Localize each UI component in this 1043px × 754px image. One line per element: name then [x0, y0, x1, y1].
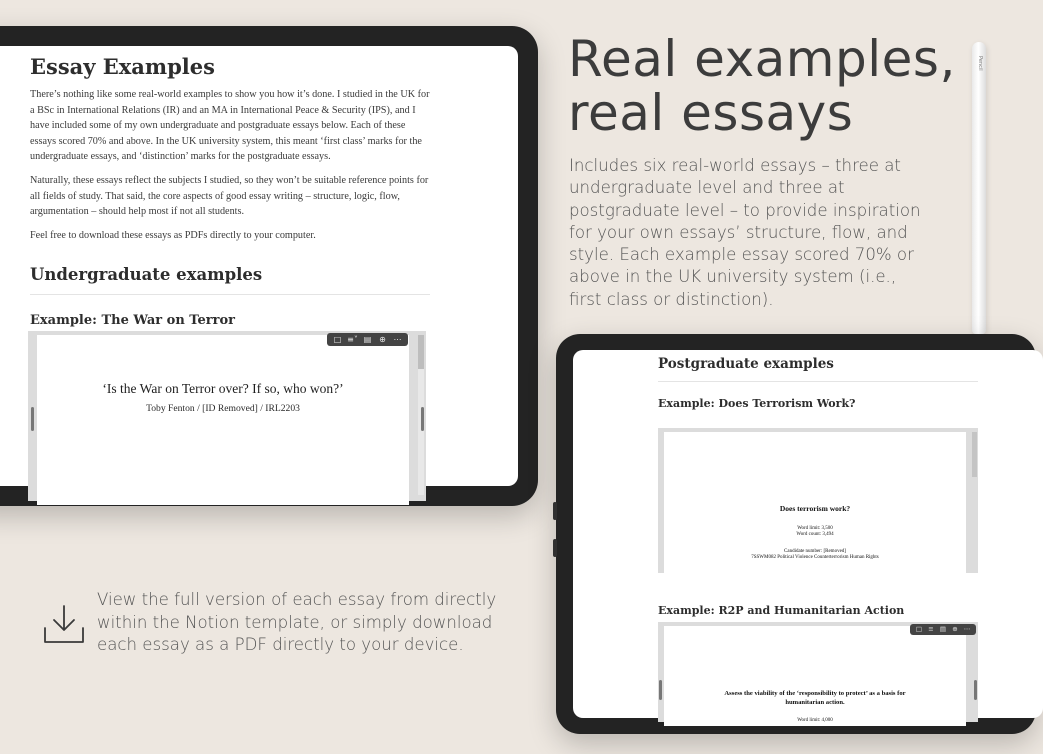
essay-subtitle: Toby Fenton / [ID Removed] / IRL2203: [146, 403, 300, 414]
word-count: Word count: 3,494: [796, 532, 834, 537]
comment-icon[interactable]: □: [333, 335, 342, 344]
headline: [568, 32, 988, 140]
tablet-bottom-right: [556, 334, 1036, 734]
pdf-viewer-r2p[interactable]: [658, 622, 978, 722]
pdf-page: [664, 432, 966, 573]
intro-paragraph: There’s nothing like some real-world examples to show you how it’s done. I studied in the UK for a BSc in International Relations (IR) and an MA in International Peace & Security (IPS), and I have included some of my own undergraduate and postgraduate essays below. Each of these essays scored 70% and above. In the UK university system, this meant ‘first class’ marks for the undergraduate essays, and ‘distinction’ marks for the postgraduate essays.: [30, 89, 430, 163]
module-code: 7SSWM082 Political Violence Counterterrorism Human Rights: [751, 555, 879, 560]
headline-line-1: Real examples,: [568, 30, 956, 88]
side-button: [553, 539, 557, 557]
section-heading-undergraduate: Undergraduate examples: [30, 265, 430, 295]
example-heading-war-on-terror: Example: The War on Terror: [30, 313, 235, 329]
example-heading-r2p: Example: R2P and Humanitarian Action: [658, 604, 905, 617]
word-limit: Word limit: 4,000: [797, 718, 833, 723]
stylus-pencil: [972, 42, 986, 334]
section-heading-postgraduate: Postgraduate examples: [658, 356, 978, 382]
download-paragraph: Feel free to download these essays as PDFs directly to your computer.: [30, 229, 316, 241]
side-button: [553, 502, 557, 520]
resize-handle-right[interactable]: [974, 680, 977, 700]
resize-handle-left[interactable]: [31, 407, 34, 431]
fit-page-icon[interactable]: ≡: [928, 625, 934, 633]
notion-page: [658, 356, 978, 410]
pdf-scrollbar[interactable]: [418, 335, 424, 369]
tablet-screen: [0, 46, 518, 486]
headline-line-2: real essays: [568, 84, 854, 142]
note-paragraph: Naturally, these essays reflect the subjects I studied, so they won’t be suitable reference points for all fields of study. That said, the core aspects of good essay writing – structure, logic, flow, argumentation – should help most if not all students.: [30, 174, 429, 218]
essay-title: ‘Is the War on Terror over? If so, who won?’: [102, 381, 344, 396]
candidate-number: Candidate number: [Removed]: [784, 549, 846, 554]
example-heading-terrorism: Example: Does Terrorism Work?: [658, 397, 856, 410]
more-icon[interactable]: ⋯: [393, 335, 402, 344]
word-limit: Word limit: 3,500: [797, 526, 833, 531]
marketing-body: Includes six real-world essays – three at undergraduate level and three at postgraduate level – to provide inspiration for your own essays’ structure, flow, and style. Each example essay scored 70% or above in the UK university system (i.e., first class or distinction).: [569, 156, 921, 309]
pencil-brand: Pencil: [977, 56, 983, 71]
pdf-page: [664, 626, 966, 726]
more-icon[interactable]: ⋯: [963, 625, 971, 633]
essay-title-line-1: Assess the viability of the ‘responsibility to protect’ as a basis for: [724, 690, 906, 697]
pdf-toolbar: [327, 333, 408, 346]
notion-page: [30, 54, 430, 328]
pdf-scrollbar[interactable]: [972, 432, 977, 477]
download-icon[interactable]: ⊕: [379, 335, 386, 344]
download-description: View the full version of each essay from directly within the Notion template, or simply download each essay as a PDF directly to your device.: [97, 590, 497, 654]
essay-title-line-2: humanitarian action.: [785, 699, 845, 706]
fit-page-icon[interactable]: ≡˅: [347, 335, 358, 344]
resize-handle-right[interactable]: [421, 407, 424, 431]
comment-icon[interactable]: □: [915, 625, 923, 633]
download-icon[interactable]: ⊕: [952, 625, 958, 633]
pdf-page: [37, 335, 409, 505]
print-icon[interactable]: ▤: [363, 335, 372, 344]
essay-title: Does terrorism work?: [779, 504, 851, 513]
download-icon: [42, 602, 86, 646]
pdf-viewer-terrorism[interactable]: [658, 428, 978, 573]
pdf-viewer-war-on-terror[interactable]: [28, 331, 426, 501]
page-title: Essay Examples: [30, 54, 215, 79]
pdf-toolbar: [910, 624, 976, 635]
resize-handle-left[interactable]: [659, 680, 662, 700]
tablet-top-left: [0, 26, 538, 506]
print-icon[interactable]: ▤: [939, 625, 947, 633]
tablet-screen: [573, 350, 1043, 723]
